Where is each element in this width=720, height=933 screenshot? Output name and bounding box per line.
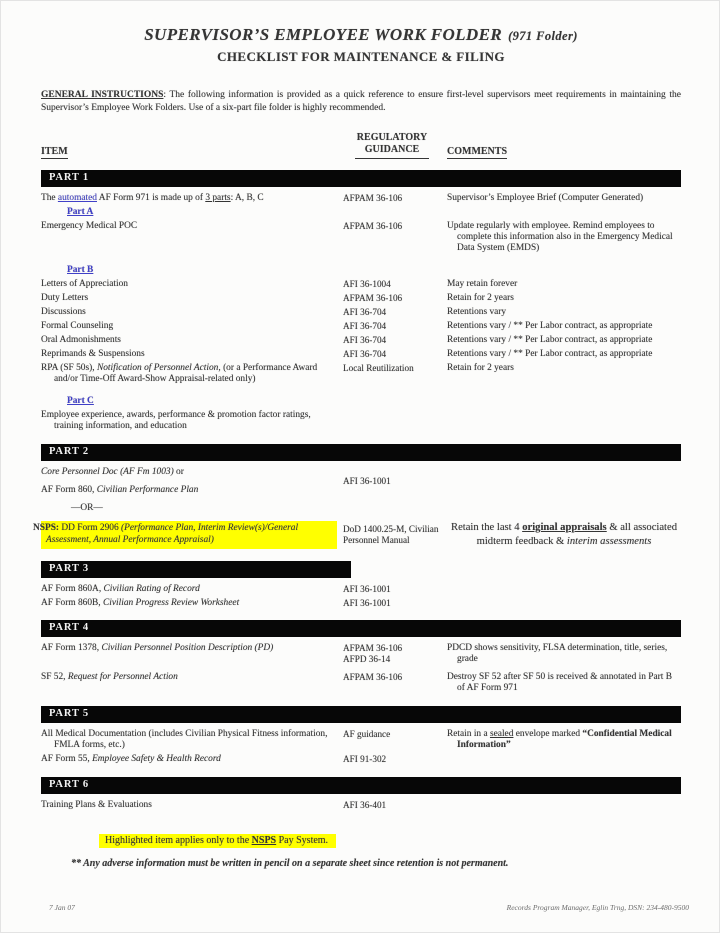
table-row [41, 729, 681, 752]
row-guidance: AFI 36-704 [343, 320, 387, 331]
part4-header-bar: PART 4 [41, 620, 681, 637]
part6-header-bar: PART 6 [41, 777, 681, 794]
row-guidance: AFI 91-302 [343, 754, 387, 765]
row-guidance: Local Reutilization [343, 362, 414, 373]
row-comments: Destroy SF 52 after SF 50 is received & annotated in Part B of AF Form 971 [447, 671, 672, 694]
row-comments [447, 800, 681, 811]
footer-date: 7 Jan 07 [49, 903, 75, 912]
table-row [41, 207, 681, 218]
table-row [41, 598, 681, 609]
row-comments: Supervisor’s Employee Brief (Computer Generated) [447, 192, 644, 203]
comments-text: Retain in a [447, 728, 490, 739]
part-a-link[interactable]: Part A [67, 206, 94, 217]
row-item: Training Plans & Evaluations [41, 799, 152, 810]
row-item [41, 754, 343, 765]
comments-text: & all associated midterm feedback & [476, 521, 677, 548]
row-guidance: AFI 36-1001 [343, 597, 391, 608]
row-item-text: AF Form 860A, [41, 583, 104, 594]
table-row [41, 396, 681, 407]
row-item [41, 363, 343, 386]
adverse-information-note: ** Any adverse information must be written in pencil on a separate sheet since retention is not permanent. [71, 857, 509, 869]
table-row [41, 410, 681, 433]
table-row [41, 307, 681, 318]
row-guidance: AFI 36-401 [343, 799, 387, 810]
row-guidance [343, 643, 447, 666]
row-comments [447, 521, 681, 550]
comments-underlined: sealed [489, 728, 514, 739]
row-item: Letters of Appreciation [41, 278, 128, 289]
note-text: Pay System. [276, 834, 329, 846]
row-item-text: AF Form 971 is made up of [96, 192, 206, 203]
table-row [41, 584, 681, 595]
row-item: Formal Counseling [41, 320, 114, 331]
row-comments: Retain for 2 years [447, 362, 514, 373]
row-item [33, 521, 343, 549]
part1-header-bar: PART 1 [41, 170, 681, 187]
page-footer [49, 903, 689, 912]
row-guidance: AF guidance [343, 728, 391, 739]
footer-contact: Records Program Manager, Eglin Trng, DSN: 234-480-9500 [506, 903, 689, 912]
row-item-text: (or a Performance Award and/or Time-Off Award-Show Appraisal-related only) [54, 362, 318, 385]
row-item-text: AF Form 55, [41, 754, 93, 765]
row-comments: Update regularly with employee. Remind employees to complete this information also in the Emergency Medical Data System (EMDS) [447, 220, 673, 254]
row-comments [447, 729, 681, 752]
row-comments: Retain for 2 years [447, 292, 514, 303]
row-guidance: AFPAM 36-106 [343, 220, 403, 231]
page-title [41, 25, 681, 45]
guidance-line: AFPD 36-14 [343, 654, 391, 665]
row-item-text: The [41, 192, 58, 203]
table-row [41, 643, 681, 666]
row-comments: Retentions vary / ** Per Labor contract, as appropriate [447, 320, 653, 331]
part-b-link[interactable]: Part B [67, 264, 94, 275]
general-instructions [41, 89, 681, 116]
core-personnel-doc-line [41, 467, 335, 478]
row-item-text: SF 52, [41, 671, 68, 682]
row-item [41, 193, 343, 204]
table-row [41, 672, 681, 695]
document-content [1, 1, 719, 869]
item-header-label: ITEM [41, 145, 68, 157]
row-item: Duty Letters [41, 292, 89, 303]
row-item-form-title: Core Personnel Doc (AF Fm 1003) [41, 466, 174, 477]
row-item [41, 584, 343, 595]
row-comments [447, 584, 681, 595]
comments-text: envelope marked [513, 728, 583, 739]
column-header-comments [447, 146, 681, 159]
row-item [41, 598, 343, 609]
table-row [41, 193, 681, 204]
general-instructions-label: GENERAL INSTRUCTIONS [41, 90, 164, 100]
comments-header-label: COMMENTS [447, 145, 507, 157]
row-item [41, 499, 343, 518]
row-item [41, 396, 343, 407]
regulatory-header-label: REGULATORY [356, 131, 428, 143]
column-headers [41, 132, 681, 159]
row-comments [447, 467, 681, 497]
table-row [41, 467, 681, 497]
row-item [41, 643, 343, 666]
page-title-main: SUPERVISOR’S EMPLOYEE WORK FOLDER [144, 25, 503, 44]
row-guidance: AFI 36-1001 [343, 475, 391, 486]
page-subtitle: CHECKLIST FOR MAINTENANCE & FILING [217, 49, 505, 64]
table-row [41, 800, 681, 811]
column-header-item [41, 146, 343, 159]
table-row [41, 321, 681, 332]
row-comments [447, 598, 681, 609]
comments-bold: “Confidential Medical Information” [457, 728, 672, 751]
row-item-form-title: Civilian Rating of Record [103, 583, 200, 594]
or-divider: —OR— [71, 503, 103, 513]
part5-header-bar: PART 5 [41, 706, 681, 723]
row-item-text: RPA (SF 50s), [41, 362, 97, 373]
row-guidance: DoD 1400.25-M, Civilian Personnel Manual [343, 524, 439, 546]
nsps-label: NSPS: [33, 523, 60, 534]
row-guidance: AFI 36-1001 [343, 583, 391, 594]
table-row [41, 293, 681, 304]
row-guidance: AFPAM 36-106 [343, 192, 403, 203]
row-item [41, 207, 343, 218]
row-item: All Medical Documentation (includes Civilian Physical Fitness information, FMLA forms, etc.) [41, 728, 328, 751]
row-guidance: AFI 36-704 [343, 334, 387, 345]
page-title-paren: (971 Folder) [508, 29, 578, 43]
row-item-underlined: 3 parts [205, 192, 231, 203]
row-item: Discussions [41, 306, 86, 317]
row-item: Emergency Medical POC [41, 220, 138, 231]
column-header-guidance [343, 132, 447, 159]
row-item-text: : A, B, C [230, 192, 264, 203]
table-row [41, 221, 681, 255]
comments-italic: interim assessments [566, 536, 652, 548]
row-item-form-title: Employee Safety & Health Record [92, 754, 221, 765]
af-form-860-line [41, 485, 335, 496]
table-row [41, 363, 681, 386]
row-item-form-title: (Performance Plan, Interim Review(s)/General Assessment, Annual Performance Appraisal) [46, 523, 299, 545]
row-comments: Retentions vary / ** Per Labor contract, as appropriate [447, 348, 653, 359]
comments-text: Retain the last 4 [451, 521, 523, 533]
row-guidance: AFI 36-704 [343, 306, 387, 317]
row-item-text: AF Form 860B, [41, 597, 103, 608]
row-guidance: AFI 36-704 [343, 348, 387, 359]
table-row [41, 349, 681, 360]
part-c-link[interactable]: Part C [67, 395, 94, 406]
row-item-text: AF Form 860, [41, 485, 97, 496]
row-item [41, 672, 343, 695]
table-row [41, 335, 681, 346]
row-item [41, 467, 343, 497]
note-nsps: NSPS [251, 834, 277, 846]
nsps-highlight-note [99, 834, 336, 848]
row-comments: Retentions vary [447, 306, 507, 317]
row-item-form-title: Request for Personnel Action [67, 671, 178, 682]
row-item-text: or [173, 466, 184, 477]
row-item [41, 265, 343, 276]
row-item: Oral Admonishments [41, 334, 121, 345]
row-comments: Retentions vary / ** Per Labor contract, as appropriate [447, 334, 653, 345]
table-row [41, 754, 681, 765]
row-comments: May retain forever [447, 278, 518, 289]
automated-link[interactable]: automated [57, 192, 97, 203]
row-item-form-title: Civilian Personnel Position Description (PD) [101, 643, 274, 653]
general-instructions-text: : The following information is provided as a quick reference to ensure first-level supervisors meet requirements in maintaining the Supervisor’s Employee Work Folders. Use of a six-part file folder is highly recommended. [41, 90, 681, 114]
row-comments: PDCD shows sensitivity, FLSA determination, title, series, grade [447, 643, 668, 665]
note-text: Highlighted item applies only to the [105, 834, 252, 846]
row-guidance: AFPAM 36-106 [343, 671, 403, 682]
row-item-form-title: Civilian Progress Review Worksheet [103, 597, 240, 608]
part2-header-bar: PART 2 [41, 444, 681, 461]
table-row [41, 265, 681, 276]
row-item-form-title: Civilian Performance Plan [96, 485, 199, 496]
guidance-line: AFPAM 36-106 [343, 643, 403, 653]
row-item: Employee experience, awards, performance & promotion factor ratings, training information, and education [41, 409, 311, 432]
table-row [41, 499, 681, 518]
row-item-text: AF Form 1378, [41, 643, 102, 653]
table-row [33, 521, 681, 550]
row-item-text: DD Form 2906 [59, 523, 122, 534]
row-guidance: AFPAM 36-106 [343, 292, 403, 303]
row-item-form-title: Notification of Personnel Action, [96, 362, 221, 373]
row-item: Reprimands & Suspensions [41, 348, 145, 359]
part3-header-bar: PART 3 [41, 561, 351, 578]
guidance-header-label: GUIDANCE [355, 144, 429, 159]
nsps-highlighted-item [33, 521, 337, 549]
comments-emphasis: original appraisals [522, 521, 607, 533]
table-row [41, 279, 681, 290]
row-comments [447, 754, 681, 765]
row-guidance: AFI 36-1004 [343, 278, 391, 289]
